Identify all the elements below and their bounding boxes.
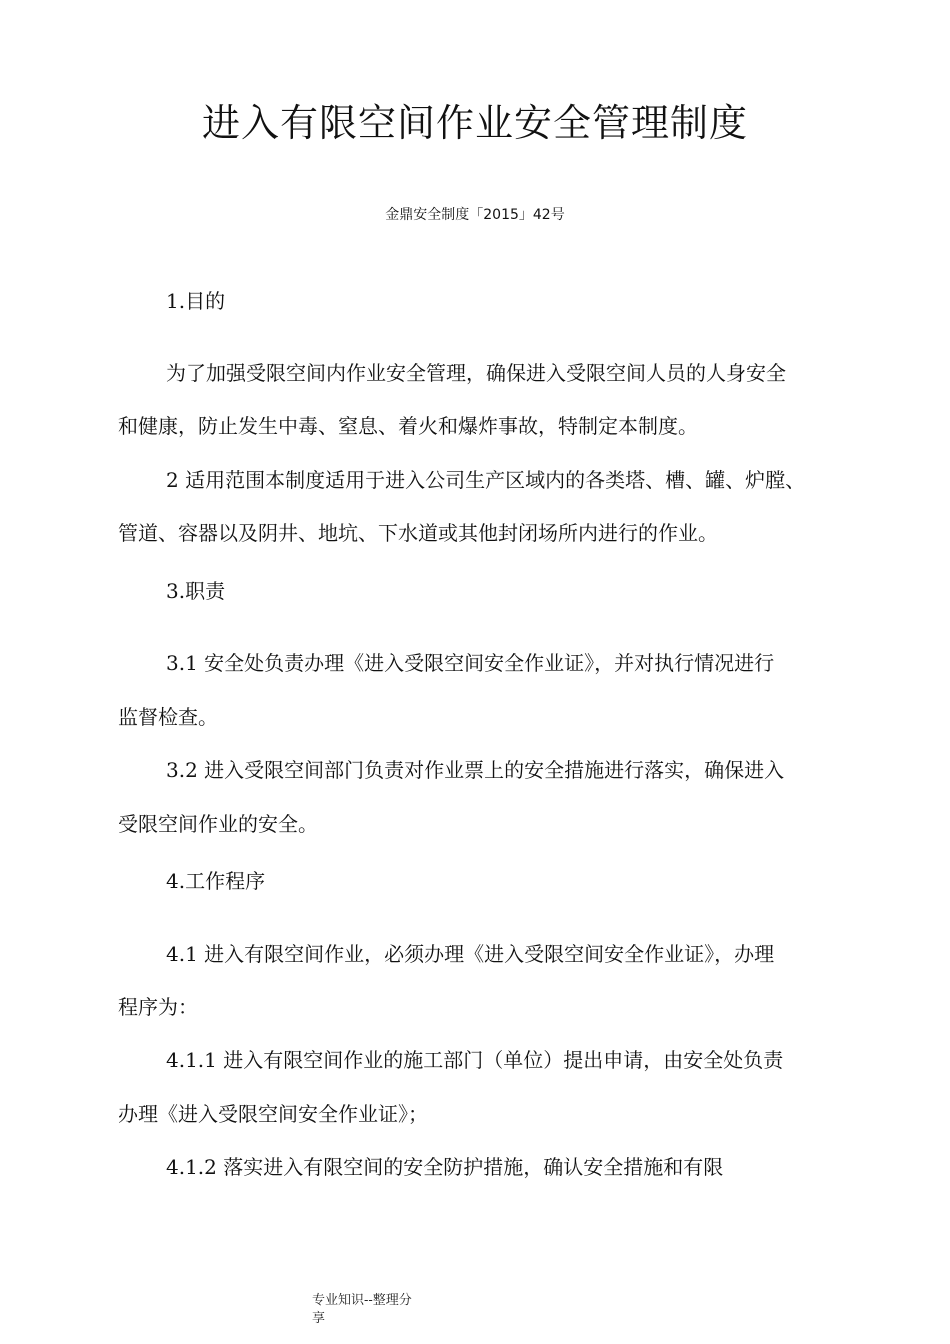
- document-number: 金鼎安全制度「2015」42号: [385, 207, 565, 223]
- paragraph-line: 3.1 安全处负责办理《进入受限空间安全作业证》，并对执行情况进行: [166, 651, 775, 675]
- paragraph-line: 为了加强受限空间内作业安全管理，确保进入受限空间人员的人身安全: [166, 361, 786, 385]
- paragraph-line: 4.1.2 落实进入有限空间的安全防护措施，确认安全措施和有限: [166, 1155, 724, 1179]
- paragraph-line: 程序为：: [118, 995, 198, 1019]
- section-heading-duties: 3.职责: [166, 579, 226, 603]
- paragraph-line: 4.1 进入有限空间作业，必须办理《进入受限空间安全作业证》，办理: [166, 942, 775, 966]
- page-footer: [312, 1292, 432, 1328]
- paragraph-line: 受限空间作业的安全。: [118, 812, 318, 836]
- paragraph-line: 和健康，防止发生中毒、窒息、着火和爆炸事故，特制定本制度。: [118, 414, 698, 438]
- paragraph-line: 监督检查。: [118, 705, 218, 729]
- section-heading-procedure: 4.工作程序: [166, 869, 266, 893]
- paragraph-line: 办理《进入受限空间安全作业证》；: [118, 1102, 428, 1126]
- paragraph-line: 管道、容器以及阴井、地坑、下水道或其他封闭场所内进行的作业。: [118, 521, 718, 545]
- paragraph-line: 3.2 进入受限空间部门负责对作业票上的安全措施进行落实，确保进入: [166, 758, 785, 782]
- paragraph-line: 2 适用范围本制度适用于进入公司生产区域内的各类塔、槽、罐、炉膛、: [166, 468, 806, 492]
- footer-line: 享: [312, 1311, 326, 1326]
- paragraph-line: 4.1.1 进入有限空间作业的施工部门（单位）提出申请，由安全处负责: [166, 1048, 784, 1072]
- footer-line: 专业知识--整理分: [312, 1293, 412, 1308]
- section-heading-purpose: 1.目的: [166, 289, 226, 313]
- page-title: 进入有限空间作业安全管理制度: [201, 101, 748, 145]
